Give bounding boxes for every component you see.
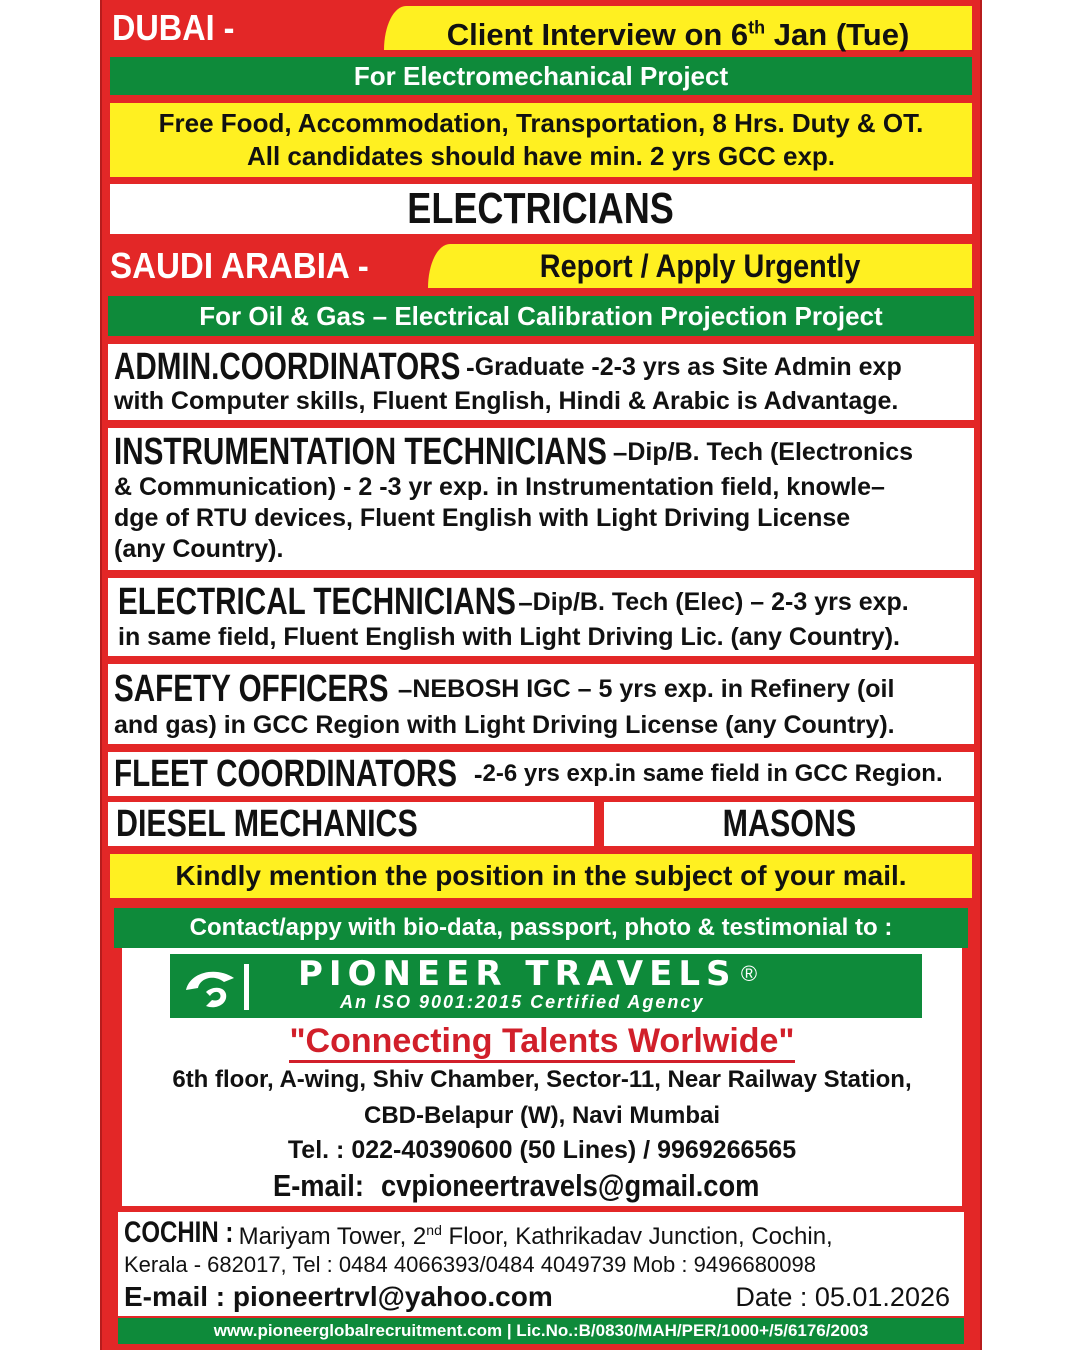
benefits-line-2: All candidates should have min. 2 yrs GCC exp. xyxy=(246,141,836,171)
job-separator: - xyxy=(473,759,483,789)
job-title: INSTRUMENTATION TECHNICIANS xyxy=(114,430,607,473)
report-text: Report / Apply Urgently xyxy=(539,248,861,284)
job-separator: – xyxy=(397,674,413,704)
job-poster xyxy=(100,0,982,1350)
job-title: ADMIN.COORDINATORS xyxy=(114,345,461,388)
job-desc-line-2: and gas) in GCC Region with Light Driving License (any Country). xyxy=(114,711,895,739)
interview-text: Client Interview on 6 xyxy=(446,17,749,53)
company-name: PIONEER TRAVELS ® xyxy=(298,954,758,994)
telephone: Tel. : 022-40390600 (50 Lines) / 9969266565 xyxy=(287,1136,797,1164)
job-title: ELECTRICAL TECHNICIANS xyxy=(118,580,516,623)
company-logo-banner xyxy=(170,954,922,1018)
job-electrical-technicians xyxy=(108,578,974,656)
job-separator: – xyxy=(612,437,628,467)
electricians-title: ELECTRICIANS xyxy=(407,184,675,233)
interview-banner xyxy=(384,6,972,53)
footer-text[interactable]: www.pioneerglobalrecruitment.com | Lic.No.:B/0830/MAH/PER/1000+/5/6176/2003 xyxy=(213,1321,869,1340)
cochin-sup: nd xyxy=(426,1221,442,1238)
cochin-address-2: Kerala - 682017, Tel : 0484 4066393/0484 4049739 Mob : 9496680098 xyxy=(124,1252,816,1277)
dubai-project-text: For Electromechanical Project xyxy=(353,61,729,91)
interview-sup: th xyxy=(748,18,766,38)
job-fleet-coordinators xyxy=(108,752,974,796)
benefits-box xyxy=(110,103,972,177)
email-link[interactable]: cvpioneertravels@gmail.com xyxy=(380,1168,760,1203)
address-line-1: 6th floor, A-wing, Shiv Chamber, Sector-11, Near Railway Station, xyxy=(172,1066,912,1093)
job-desc-line-1: NEBOSH IGC – 5 yrs exp. in Refinery (oil xyxy=(412,675,895,703)
registered-mark: ® xyxy=(740,961,758,986)
contact-header xyxy=(114,908,968,948)
interview-date: Jan (Tue) xyxy=(765,17,910,53)
job-separator: - xyxy=(466,352,475,382)
contact-box xyxy=(122,948,962,1206)
job-desc-line-3: dge of RTU devices, Fluent English with Light Driving License xyxy=(114,504,851,532)
job-desc-line-1: Dip/B. Tech (Electronics xyxy=(627,438,914,466)
dubai-project-banner xyxy=(110,57,972,95)
email-label: E-mail: xyxy=(273,1168,365,1203)
position-diesel-mechanics: DIESEL MECHANICS xyxy=(108,802,594,846)
address-line-2: CBD-Belapur (W), Navi Mumbai xyxy=(363,1102,720,1129)
job-desc-line-2: with Computer skills, Fluent English, Hindi & Arabic is Advantage. xyxy=(114,387,899,415)
job-desc-line-1: Graduate -2-3 yrs as Site Admin exp xyxy=(474,353,902,381)
job-title: FLEET COORDINATORS xyxy=(114,752,458,795)
job-desc-line-2: & Communication) - 2 -3 yr exp. in Instrumentation field, knowle– xyxy=(114,473,885,501)
cochin-label: COCHIN : xyxy=(124,1216,234,1249)
job-desc-line-1: Dip/B. Tech (Elec) – 2-3 yrs exp. xyxy=(532,588,909,616)
tagline: "Connecting Talents Worlwide" xyxy=(122,1022,962,1061)
job-title: SAFETY OFFICERS xyxy=(114,667,389,710)
electricians-box xyxy=(110,184,972,234)
saudi-project-text: For Oil & Gas – Electrical Calibration Projection Project xyxy=(199,301,883,331)
cochin-address-1b: Floor, Kathrikadav Junction, Cochin, xyxy=(441,1222,833,1250)
job-separator: – xyxy=(518,587,533,617)
pioneer-logo-icon xyxy=(176,956,256,1016)
report-banner xyxy=(428,244,972,288)
job-admin-coordinators xyxy=(108,344,974,420)
cochin-box xyxy=(118,1212,964,1316)
position-masons: MASONS xyxy=(604,802,974,846)
dubai-country-label: DUBAI - xyxy=(112,7,235,48)
mention-banner xyxy=(110,854,972,898)
job-desc-line-2: in same field, Fluent English with Light Driving Lic. (any Country). xyxy=(118,623,900,651)
saudi-country-label: SAUDI ARABIA - xyxy=(110,245,369,286)
contact-header-text: Contact/appy with bio-data, passport, photo & testimonial to : xyxy=(189,914,893,941)
job-instrumentation-technicians xyxy=(108,428,974,570)
mention-text: Kindly mention the position in the subject of your mail. xyxy=(175,860,907,891)
email-row xyxy=(122,1168,962,1204)
footer-banner xyxy=(118,1318,964,1344)
cochin-email[interactable]: E-mail : pioneertrvl@yahoo.com xyxy=(124,1281,553,1312)
benefits-line-1: Free Food, Accommodation, Transportation, 8 Hrs. Duty & OT. xyxy=(158,108,924,138)
job-desc-line-4: (any Country). xyxy=(114,535,284,563)
poster-date: Date : 05.01.2026 xyxy=(735,1282,950,1312)
job-desc-line-1: 2-6 yrs exp.in same field in GCC Region. xyxy=(482,760,943,787)
job-safety-officers xyxy=(108,664,974,744)
cochin-address-1: Mariyam Tower, 2 xyxy=(238,1222,427,1250)
certification-text: An ISO 9001:2015 Certified Agency xyxy=(340,992,705,1012)
saudi-project-banner xyxy=(108,296,974,336)
